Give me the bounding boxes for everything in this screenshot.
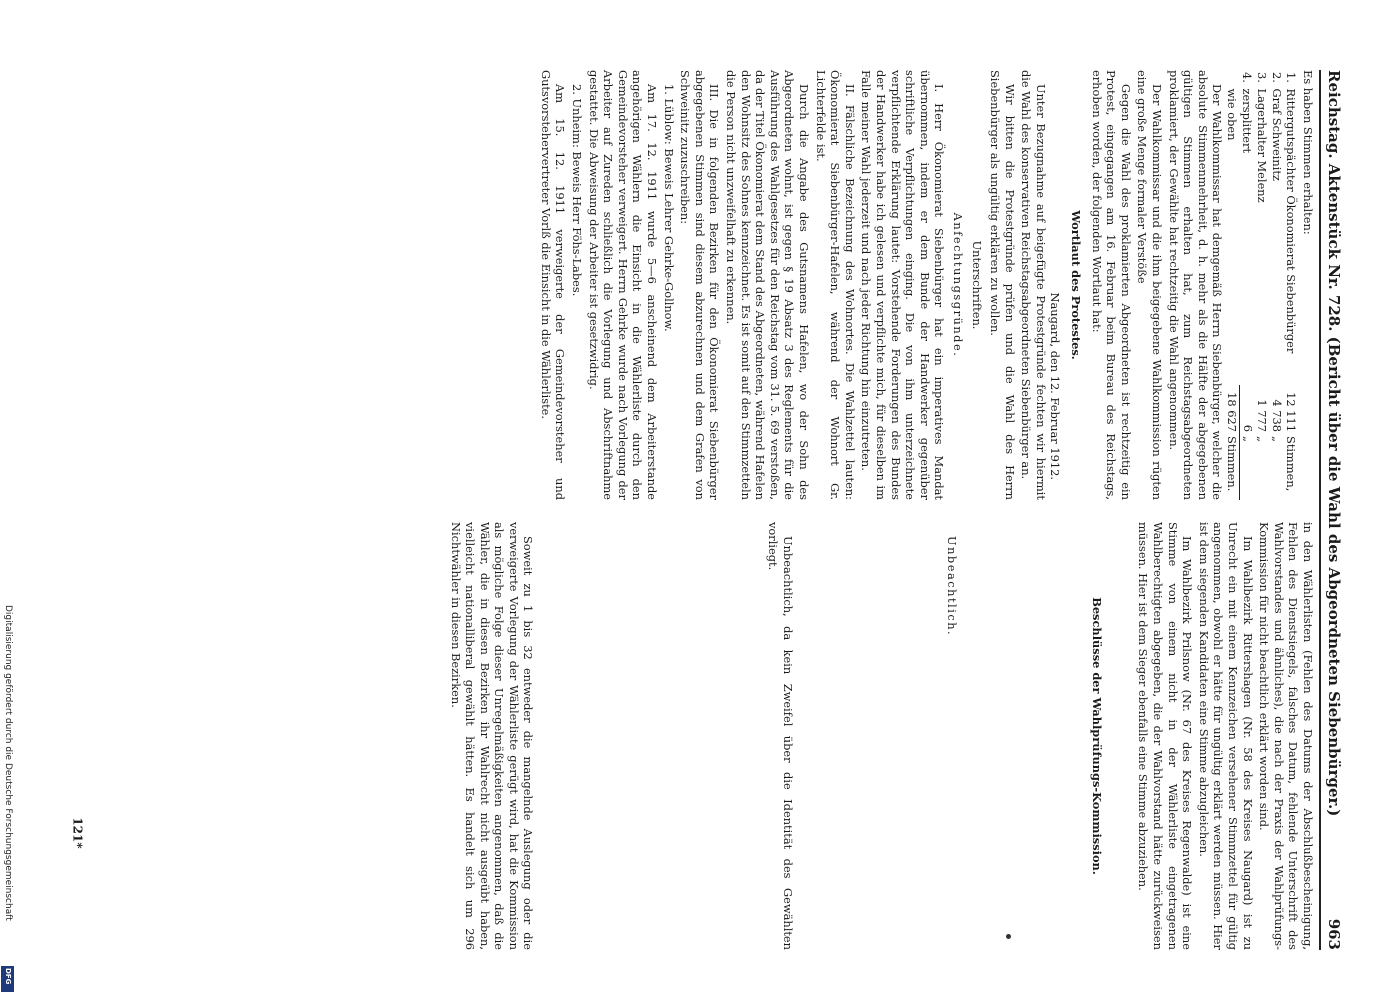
results-unit: „ [1240, 436, 1255, 442]
results-unit: „ [1269, 436, 1284, 442]
ground-3-1-title: 1. Lüblow: Beweis Lehrer Gehrke-Gollnow. [661, 84, 676, 332]
running-header [1319, 70, 1347, 950]
results-total-row [1224, 70, 1239, 500]
results-unit: Stimmen, [1284, 436, 1299, 492]
paragraph-formal-violations: Der Wahlkommissar und die ihm beigegebene Wahlkommission rügten eine große Menge formaler Verstöße [1135, 70, 1165, 500]
results-total-cell: Stimmen. [1224, 434, 1239, 500]
ground-2: II. Fälschliche Bezeichnung des Wohnortes. Die Wahlzettel lauten: Ökonomierat Siebenbürger-Hafelen, während der Wohnort Gr. Lichterfelde ist. [813, 70, 857, 500]
decision-unbeachtlich-1: Unbeachtlich. [945, 536, 960, 637]
rotated-page-content [35, 60, 1343, 960]
paragraph-protest-intro: Gegen die Wahl des proklamierten Abgeordneten ist rechtzeitig ein Protest, eingegangen am 16. Februar beim Bureau des Reichstags, erhoben worden, der folgenden Wortlaut hat: [1089, 70, 1133, 500]
results-num: 4. [1240, 72, 1255, 83]
left-column [536, 70, 1315, 500]
header-title: Reichstag. Aktenstück Nr. 728. (Bericht über die Wahl des Abgeordneten Siebenbürger.) [1325, 70, 1343, 817]
header-page-number: 963 [1325, 918, 1343, 950]
protest-paragraph-2: Wir bitten die Protestgründe prüfen und die Wahl des Herrn Siebenbürger als ungültig erklären zu wollen. [988, 70, 1017, 500]
paragraph-proclamation: Der Wahlkommissar hat demgemäß Herrn Siebenbürger, welcher die absolute Stimmenmehrheit, d. h. mehr als die Hälfte der abgegebenen gültigen Stimmen erhalten hat, zum Reichstagsabgeordneten proklamiert, der Gewählte hat rechtzeitig die Wahl angenommen. [1166, 70, 1225, 500]
results-votes: 12 111 [1284, 392, 1299, 433]
results-total-cell: 18 627 [1224, 385, 1239, 434]
results-row [1284, 70, 1299, 500]
results-row [1255, 70, 1270, 500]
footer-page-marker: 121* [70, 817, 85, 849]
results-row [1240, 70, 1255, 500]
dfg-logo: DFG [1, 966, 14, 992]
ground-3: III. Die in folgenden Bezirken für den Ökonomierat Siebenbürger abgegebenen Stimmen sind diesem abzurechnen und dem Grafen von Schweinitz zuzuschreiben: [678, 70, 722, 500]
protest-paragraph-1: Unter Bezugnahme auf beigefügte Protestgründe fechten wir hiermit die Wahl des konservativen Reichstagsabgeordneten Siebenbürger an. [1019, 70, 1048, 500]
protest-heading: Wortlaut des Protestes. [1069, 210, 1084, 360]
decision-unbeachtlich-2: Unbeachtlich, da kein Zweifel über die Identität des Gewählten vorliegt. [766, 522, 795, 950]
results-unit: „ [1255, 436, 1270, 442]
results-votes: 4 738 [1269, 399, 1284, 433]
results-votes: 6 [1240, 424, 1255, 433]
results-name: Rittergutspächter Ökonomierat Siebenbürger [1284, 88, 1299, 354]
right-paragraph-3: Im Wahlbezirk Prilsnow (Nr. 67 des Kreises Regenwalde) ist eine Stimme von einem nicht in der Wählerliste eingetragenen Wahlberechtigten abgegeben, die der Wahlvorstand hätte zurückweisen müssen. Hier ist dem Sieger ebenfalls eine Stimme abzuziehen. [1136, 522, 1195, 950]
ground-3-1-text: Am 17. 12. 1911 wurde 5—6 anscheinend dem Arbeiterstande angehörigen Wählern die Einsicht in die Wählerliste durch den Gemeindevorsteher verweigert. Herrn Gehrke wurde nach Vorlegung der Arbeiter auf Zureden schließlich die Vorlegung und Abschriftnahme gestattet. Die Abweisung der Arbeiter ist gesetzwidrig. [586, 70, 660, 500]
decision-paragraph: Soweit zu 1 bis 32 entweder die mangelnde Auslegung oder die verweigerte Vorlegung der Wählerliste gerügt wird, hat die Kommission als mögliche Folge dieser Unregelmäßigkeiten angenommen, daß die Wähler, die in diesen Bezirken ihr Wahlrecht nicht ausgeübt haben, vielleicht nationalliberal gewählt hätten. Es handelt sich um 296 Nichtwähler in diesen Bezirken. [448, 522, 536, 950]
digitization-credit: Digitalisierung gefördert durch die Deutsche Forschungsgemeinschaft [3, 605, 13, 921]
commission-heading: Beschlüsse der Wahlprüfungs-Kommission. [1089, 597, 1104, 875]
results-name: zersplittert [1240, 88, 1255, 154]
results-row [1269, 70, 1284, 500]
ground-3-2-title: 2. Unheim: Beweis Herr Föhs-Labes. [570, 84, 585, 297]
right-paragraph-2: Im Wahlbezirk Rittershagen (Nr. 58 des Kreises Naugard) ist zu Unrecht ein mit einem Kennzeichen versehener Stimmzettel für gültig angenommen, obwohl er hätte für ungültig erklärt werden müssen. Hier ist dem siegenden Kandidaten eine Stimme abzugleichen. [1196, 522, 1255, 950]
grounds-heading: Anfechtungsgründe. [950, 212, 965, 358]
results-num: 2. [1269, 72, 1284, 83]
right-column [446, 522, 1315, 950]
results-name: Lagerhalter Melenz [1255, 88, 1270, 203]
ground-1: I. Herr Ökonomierat Siebenbürger hat ein imperatives Mandat übernommen, indem er dem Bunde der Handwerker gegenüber schriftliche Verpflichtungen einging. Die von ihm unterzeichnete verpflichtende Erklärung lautet: Vorstehende Forderungen des Bundes der Handwerker habe ich gelesen und verpflichte mich, für dieselben im Falle meiner Wahl jederzeit und nach jeder Richtung hin einzutreten. [859, 70, 947, 500]
results-votes: 1 777 [1255, 399, 1270, 433]
results-num: 1. [1284, 72, 1299, 83]
results-name: Graf Schweinitz [1269, 88, 1284, 181]
results-total-cell [1224, 70, 1239, 87]
place-date: Naugard, den 12. Februar 1912. [1048, 292, 1063, 480]
signatures-label: Unterschriften. [969, 240, 984, 330]
right-paragraph-1: in den Wählerlisten (Fehlen des Datums der Abschlußbescheinigung, Fehlen des Dienstsiegels, falsches Datum, fehlende Unterschrift des Wahlvorstandes und ähnliches), die nach der Praxis der Wahlprüfungs-Kommission für nicht beachtlich erklärt worden sind. [1257, 522, 1315, 950]
results-num: 3. [1255, 72, 1270, 83]
ground-3-2-text: Am 15. 12. 1911 verweigerte der Gemeindevorsteher und Gutsvorstehervertreter Vorlß die Einsicht in die Wählerliste. [538, 70, 568, 500]
results-table [1224, 70, 1298, 500]
results-total-cell: wie oben [1225, 88, 1240, 141]
ground-2b: Durch die Angabe des Gutsnamens Hafelen, wo der Sohn des Abgeordneten wohnt, ist gegen § 19 Absatz 3 des Reglements für die Ausführung des Wahlgesetzes für den Reichstag vom 31. 5. 69 verstoßen, da der Titel Ökonomierat dem Stand des Abgeordneten, während Hafelen den Wohnsitz des Sohnes kennzeichnet. Es ist somit auf den Stimmzetteln die Person nicht unzweifelhaft zu erkennen. [724, 70, 811, 500]
ink-speck [1006, 934, 1011, 939]
results-intro: Es haben Stimmen erhalten: [1301, 70, 1315, 235]
